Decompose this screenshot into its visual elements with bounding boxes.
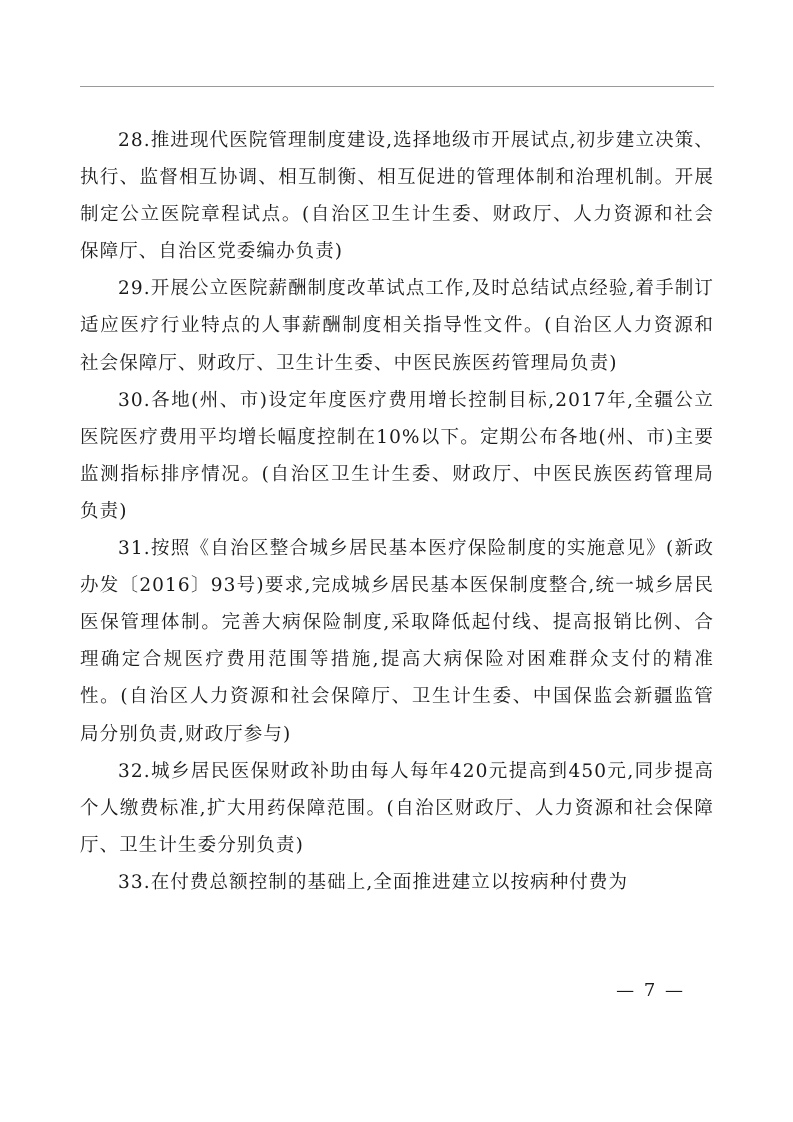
paragraph-28: 28.推进现代医院管理制度建设,选择地级市开展试点,初步建立决策、执行、监督相互协调、相互制衡、相互促进的管理体制和治理机制。开展制定公立医院章程试点。(自治区卫生计生委、财政厅、人力资源和社会保障厅、自治区党委编办负责) (80, 130, 714, 263)
paragraph-31: 31.按照《自治区整合城乡居民基本医疗保险制度的实施意见》(新政办发〔2016〕93号)要求,完成城乡居民基本医保制度整合,统一城乡居民医保管理体制。完善大病保险制度,采取降低起付线、提高报销比例、合理确定合规医疗费用范围等措施,提高大病保险对困难群众支付的精准性。(自治区人力资源和社会保障厅、卫生计生委、中国保监会新疆监管局分别负责,财政厅参与) (80, 538, 714, 745)
page-number: — 7 — (616, 980, 685, 1001)
header-rule (80, 86, 714, 87)
paragraph-33: 33.在付费总额控制的基础上,全面推进建立以按病种付费为 (118, 871, 629, 893)
paragraph-29: 29.开展公立医院薪酬制度改革试点工作,及时总结试点经验,着手制订适应医疗行业特点的人事薪酬制度相关指导性文件。(自治区人力资源和社会保障厅、财政厅、卫生计生委、中医民族医药管理局负责) (80, 278, 714, 374)
document-body (80, 122, 714, 901)
paragraph-30: 30.各地(州、市)设定年度医疗费用增长控制目标,2017年,全疆公立医院医疗费用平均增长幅度控制在10%以下。定期公布各地(州、市)主要监测指标排序情况。(自治区卫生计生委、财政厅、中医民族医药管理局负责) (80, 389, 714, 522)
paragraph-32: 32.城乡居民医保财政补助由每人每年420元提高到450元,同步提高个人缴费标准,扩大用药保障范围。(自治区财政厅、人力资源和社会保障厅、卫生计生委分别负责) (80, 760, 714, 856)
